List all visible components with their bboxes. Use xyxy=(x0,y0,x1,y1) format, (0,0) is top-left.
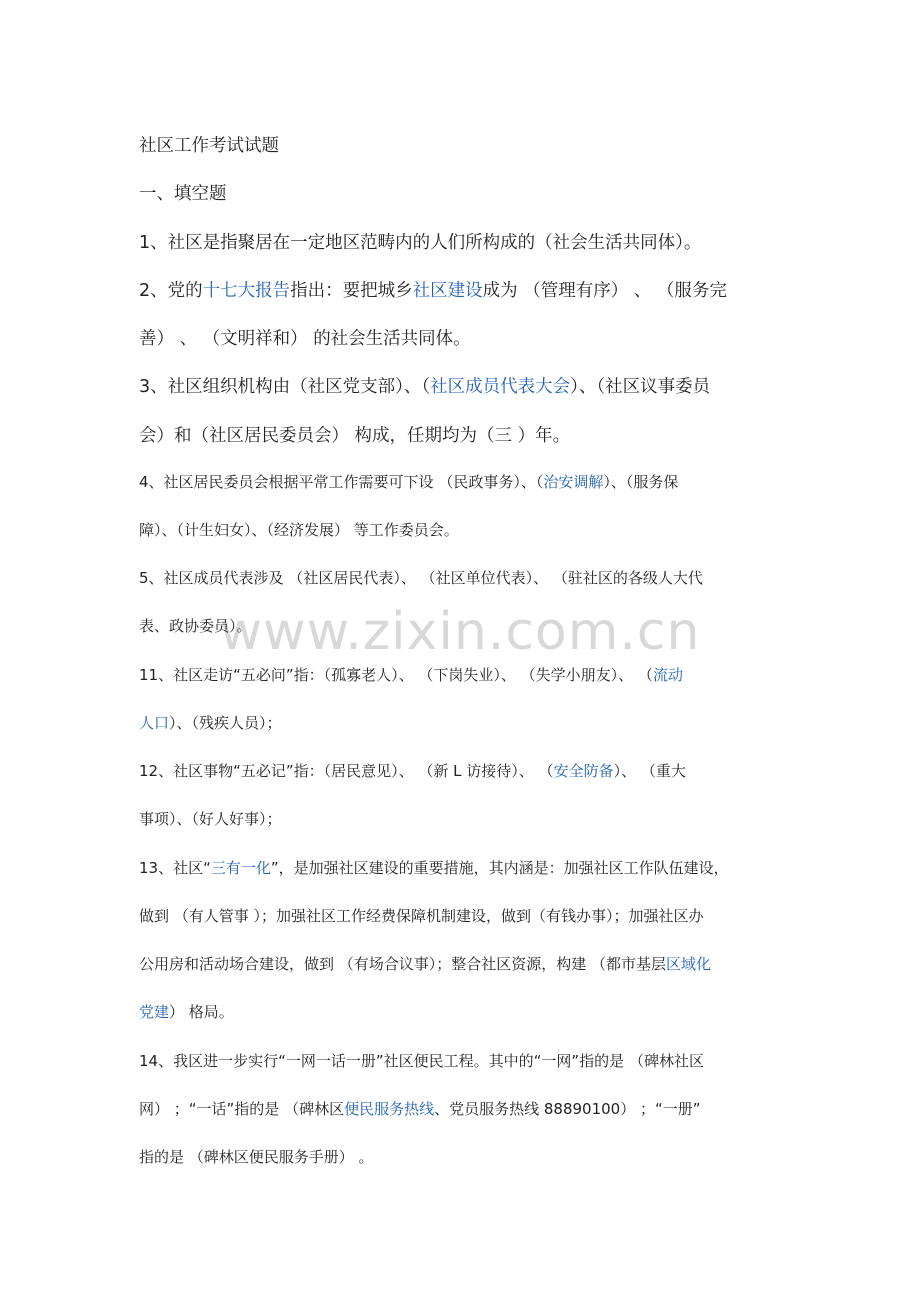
link-community-building[interactable]: 社区建设 xyxy=(412,281,483,301)
question-12-line-1: 12、社区事物“五必记”指：（居民意见）、 （新 L 访接待）、 （安全防备）、 （重大 xyxy=(139,762,686,780)
question-3-line-1: 3、社区组织机构由（社区党支部）、（社区成员代表大会）、（社区议事委员 xyxy=(139,377,711,397)
question-11-line-2: 人口）、（残疾人员）； xyxy=(139,714,282,732)
question-2-line-2: 善） 、 （文明祥和） 的社会生活共同体。 xyxy=(139,329,471,349)
question-14-line-3: 指的是 （碑林区便民服务手册） 。 xyxy=(139,1148,374,1166)
link-service-hotline[interactable]: 便民服务热线 xyxy=(344,1100,435,1118)
question-14-line-2: 网） ；“一话”指的是 （碑林区便民服务热线、党员服务热线 88890100） ；“一册” xyxy=(139,1100,701,1118)
section-heading: 一、填空题 xyxy=(139,184,227,204)
question-4-line-1: 4、社区居民委员会根据平常工作需要可下设 （民政事务）、（治安调解）、（服务保 xyxy=(139,473,679,491)
question-5-line-2: 表、政协委员）。 xyxy=(139,617,252,635)
question-4-line-2: 障）、（计生妇女）、（经济发展） 等工作委员会。 xyxy=(139,521,459,539)
link-regional-party-1[interactable]: 区域化 xyxy=(666,955,712,973)
question-13-line-3: 公用房和活动场合建设，做到 （有场合议事）；整合社区资源，构建 （都市基层区域化 xyxy=(139,955,712,973)
question-13-line-4: 党建） 格局。 xyxy=(139,1003,234,1021)
link-security-mediation[interactable]: 治安调解 xyxy=(543,473,604,491)
question-13-line-2: 做到 （有人管事 ）；加强社区工作经费保障机制建设，做到（有钱办事）；加强社区办 xyxy=(139,907,704,925)
link-report[interactable]: 十七大报告 xyxy=(202,281,291,301)
question-13-line-1: 13、社区“三有一化”，是加强社区建设的重要措施，其内涵是：加强社区工作队伍建设， xyxy=(139,859,729,877)
question-3-line-2: 会）和（社区居民委员会） 构成，任期均为（三 ）年。 xyxy=(139,426,571,446)
question-2-line-1: 2、党的十七大报告指出：要把城乡社区建设成为 （管理有序） 、 （服务完 xyxy=(139,281,727,301)
link-representatives-congress[interactable]: 社区成员代表大会 xyxy=(430,377,571,397)
question-12-line-2: 事项）、（好人好事）； xyxy=(139,810,282,828)
question-14-line-1: 14、我区进一步实行“一网一话一册”社区便民工程。其中的“一网”指的是 （碑林社区 xyxy=(139,1052,704,1070)
question-1: 1、社区是指聚居在一定地区范畴内的人们所构成的（社会生活共同体）。 xyxy=(139,233,702,253)
link-floating-population-1[interactable]: 流动 xyxy=(652,666,683,684)
document-title: 社区工作考试试题 xyxy=(139,136,279,156)
question-5-line-1: 5、社区成员代表涉及 （社区居民代表）、 （社区单位代表）、 （驻社区的各级人大代 xyxy=(139,569,703,587)
question-11-line-1: 11、社区走访“五必问”指：（孤寡老人）、 （下岗失业）、 （失学小朋友）、 （流动 xyxy=(139,666,683,684)
link-floating-population-2[interactable]: 人口 xyxy=(139,714,170,732)
link-regional-party-2[interactable]: 党建 xyxy=(139,1003,170,1021)
watermark: www.zixin.com.cn xyxy=(219,602,701,662)
link-three-one[interactable]: 三有一化 xyxy=(210,859,271,877)
link-safety-prevention[interactable]: 安全防备 xyxy=(553,762,614,780)
